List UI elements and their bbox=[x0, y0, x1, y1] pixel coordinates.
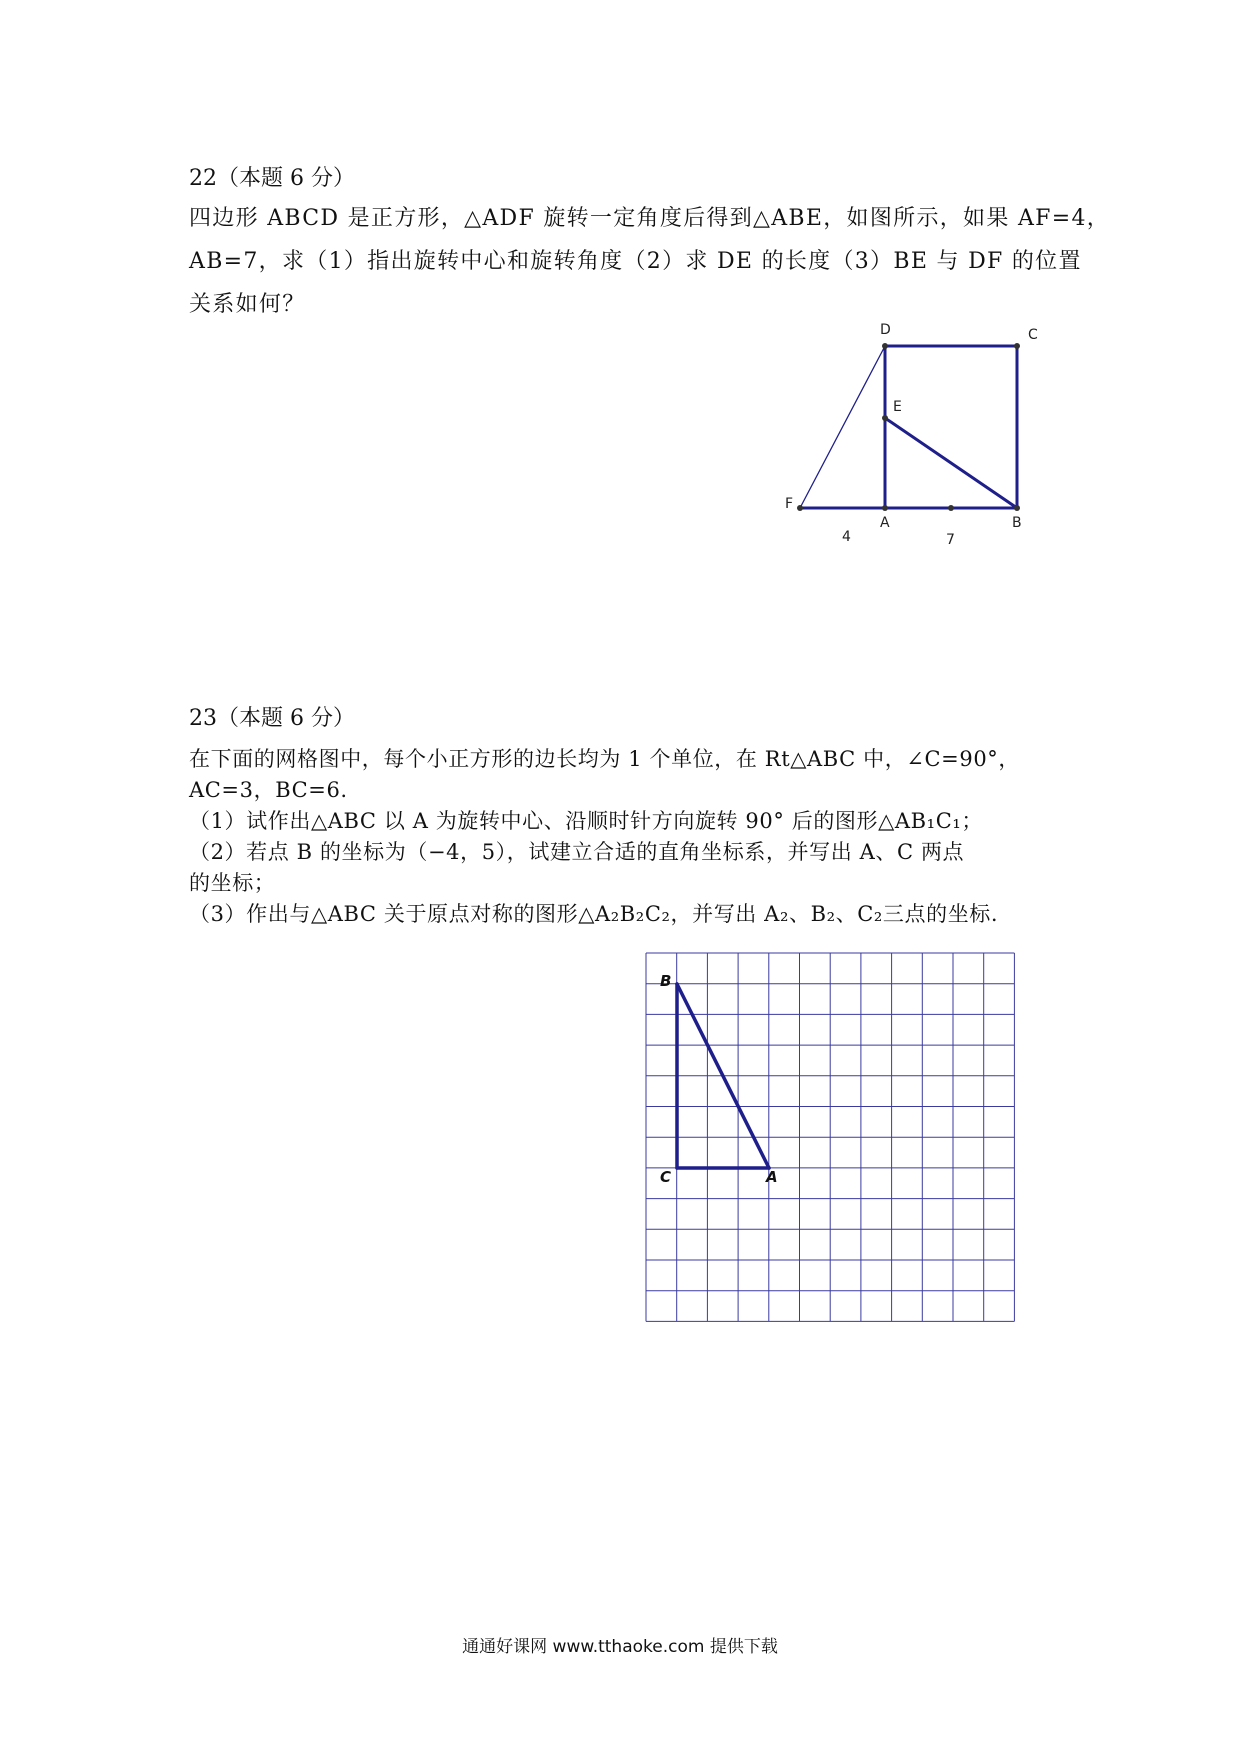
q23-line-3: （1）试作出△ABC 以 A 为旋转中心、沿顺时针方向旋转 90° 后的图形△AB₁C₁； bbox=[189, 809, 983, 833]
length-label-ab: 7 bbox=[946, 532, 955, 548]
label-c: C bbox=[1028, 327, 1038, 343]
label-a: A bbox=[880, 515, 890, 531]
label-e: E bbox=[893, 399, 902, 415]
q22-line-3: 关系如何？ bbox=[189, 292, 306, 317]
q22-line-2: AB=7，求（1）指出旋转中心和旋转角度（2）求 DE 的长度（3）BE 与 DF 的位置 bbox=[189, 249, 1082, 274]
point-ab-mid bbox=[948, 505, 954, 511]
point-d bbox=[882, 343, 888, 349]
q23-line-4: （2）若点 B 的坐标为（−4，5），试建立合适的直角坐标系，并写出 A、C 两点 bbox=[189, 840, 965, 864]
point-a bbox=[882, 505, 888, 511]
q23-line-1: 在下面的网格图中，每个小正方形的边长均为 1 个单位，在 Rt△ABC 中，∠C=90°， bbox=[189, 747, 1020, 771]
square-rotation-figure bbox=[760, 315, 1060, 550]
point-e bbox=[882, 415, 888, 421]
q23-heading: 23（本题 6 分） bbox=[189, 706, 355, 731]
q23-line-6: （3）作出与△ABC 关于原点对称的图形△A₂B₂C₂，并写出 A₂、B₂、C₂三点的坐标. bbox=[189, 902, 999, 926]
label-b: B bbox=[1012, 515, 1022, 531]
q22-line-1: 四边形 ABCD 是正方形，△ADF 旋转一定角度后得到△ABE，如图所示，如果 AF=4， bbox=[189, 206, 1111, 231]
q23-line-2: AC=3，BC=6. bbox=[189, 778, 348, 802]
label-c: C bbox=[660, 1168, 672, 1186]
q22-heading: 22（本题 6 分） bbox=[189, 166, 355, 191]
length-label-fa: 4 bbox=[842, 529, 851, 545]
figure-lines bbox=[800, 346, 1017, 508]
q23-line-5: 的坐标； bbox=[189, 871, 276, 895]
footer-source: 通通好课网 www.tthaoke.com 提供下载 bbox=[462, 1637, 778, 1657]
grid-lines bbox=[646, 953, 1014, 1321]
point-b bbox=[1014, 505, 1020, 511]
segment-eb bbox=[885, 418, 1017, 508]
label-d: D bbox=[880, 322, 891, 338]
label-a: A bbox=[766, 1168, 778, 1186]
segment-fd bbox=[800, 346, 885, 508]
point-c bbox=[1014, 343, 1020, 349]
label-f: F bbox=[785, 496, 794, 512]
point-f bbox=[797, 505, 803, 511]
label-b: B bbox=[660, 972, 672, 990]
grid-figure bbox=[640, 950, 1020, 1340]
